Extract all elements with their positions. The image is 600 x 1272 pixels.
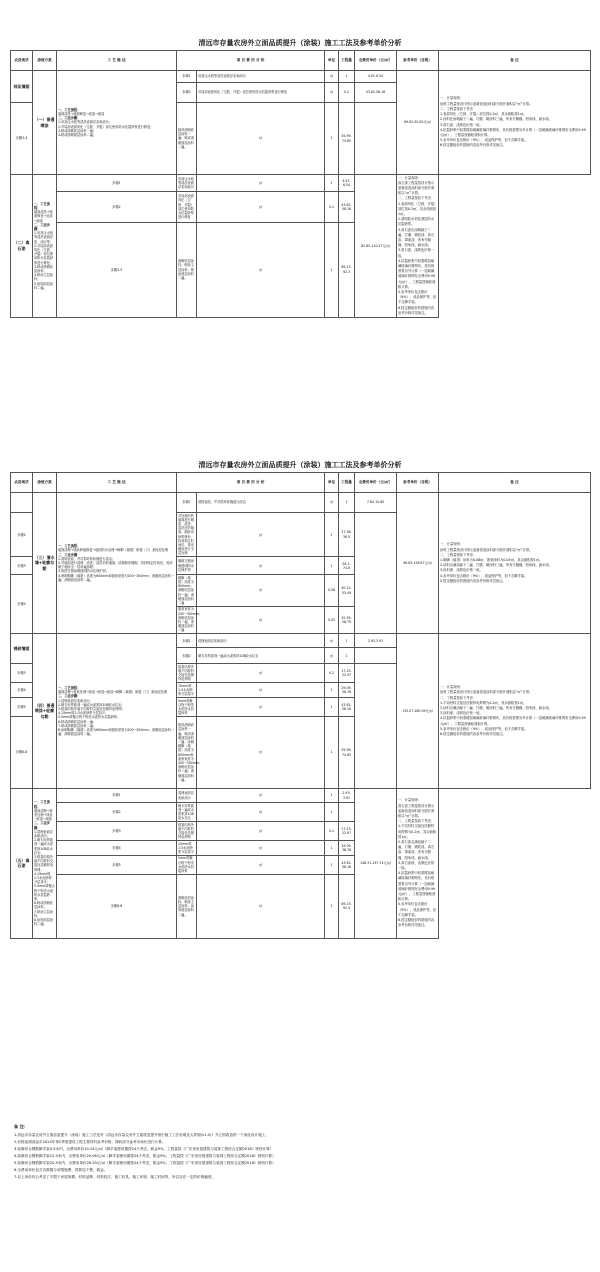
process-line: 4.滚刷勒脚（墙裙）高度为600mm和窗套宽度为200~300mm；滚刷底层涂料一遍；滚刷面层涂料二遍。 [58, 573, 175, 582]
remark-line: 涂料工程量按设计图示更新改造涂料部分展开面积以“㎡”计算。 [440, 101, 533, 106]
process-line: 1.用高压水枪等清洗表面浮灰和油污； [58, 120, 113, 125]
remark-line: 6.按定额组价的措施内容参考价格详见备注。 [440, 731, 506, 736]
unit-cell: ㎡ [325, 83, 339, 103]
unit-price-cell: 42.59-56.79 [339, 606, 355, 633]
scheme-cell: （四）普通喷涂+轮廓勾勒 [33, 634, 57, 789]
remark-line: 一、计量规则： [440, 685, 464, 690]
process-line: 7.喷涂主层涂料； [34, 909, 53, 918]
item-description: 喷或滚刷底层涂料一遍；喷或滚刷面层涂料二遍。 [177, 103, 197, 175]
step-cell: 步骤5 [57, 855, 177, 874]
unit-price-cell: 40.12-53.49 [339, 575, 355, 607]
remark-line: 一、计量规则： [440, 96, 464, 101]
table-row [11, 841, 591, 856]
notes-list [14, 1132, 586, 1181]
reference-price-cell: 69.62-92.82元/㎡ [397, 71, 439, 175]
unit-price-cell: 43.62-58.16 [355, 83, 397, 103]
item-description: 滚刷底层涂料；喷涂主层涂料；涂饰面层涂料二遍。 [177, 874, 197, 938]
process-line: 二、工法步骤： [34, 222, 50, 231]
quantity-cell: 1 [325, 222, 339, 317]
process-line: 7.喷或滚刷面层涂料二遍； [58, 723, 97, 728]
remark-line: 2.真石漆含满刮腻子二遍、打磨、刷底漆、真石漆、罩面漆，所有分隔缝、阳角线、滴水线。 [398, 840, 435, 860]
unit-cell: ㎡ [325, 493, 339, 513]
process-line: 墙面清洗→墙面修复→底漆→面漆 [34, 210, 53, 223]
table-1-title: 清远市存量农房外立面品质提升（涂装）施工工法及参考单价分析 [198, 39, 402, 47]
table-row [11, 191, 591, 222]
remark-line: 3.真石漆、浅颜色价格一致。 [440, 122, 483, 127]
table-header-cell: 参考单价（含税） [397, 473, 439, 493]
table-row [11, 874, 591, 938]
step-cell: 步骤2 [57, 191, 177, 222]
item-description: 用高压水枪等清洗表面浮灰和油污 [177, 175, 197, 192]
quantity-cell: 1 [339, 634, 355, 648]
unit-price-cell: 17.23-22.97 [339, 822, 355, 841]
process-line: 3.喷或滚刷底层涂料一遍； [58, 128, 97, 133]
quantity-cell: 0.05 [325, 606, 339, 633]
step-cell: 步骤3 [57, 822, 177, 841]
process-line: 3.框架结构外墙不同材料交接处挂镀锌电焊网； [58, 706, 125, 711]
quantity-cell: 1 [325, 175, 339, 192]
unit-price-cell: 56.1-74.8 [339, 557, 355, 575]
process-line: 墙面清理→基底处理→抹灰→底漆→面漆→勒脚（墙裙）和窗（门）套涂层处理 [58, 690, 167, 695]
process-line: 3.拣擦交错涂刷透明防水抗保护剂； [58, 569, 109, 574]
remark-line: 二、工程量按如下考虑： [440, 106, 477, 111]
unit-cell: ㎡ [325, 71, 339, 83]
unit-cell: ㎡ [197, 103, 325, 175]
step-cell: 步骤1 [177, 634, 197, 648]
remark-line: 4.参考单价包含税价（9%），成品保护等，但不含脚手架。 [440, 573, 528, 578]
process-line: 2.对局部表面风化（空鼓、开裂）部位使用防水抗裂砂浆进行修复； [58, 124, 154, 129]
process-line: 1.清理表面浮灰和油污； [58, 698, 93, 703]
unit-price-cell: 29.09-38.78 [339, 683, 355, 698]
remark-line: 一、计量规则： [440, 542, 464, 547]
quantity-cell: 0.2 [325, 191, 339, 222]
unit-price-cell: 7.84-10.65 [355, 493, 397, 513]
item-description: 清理表面浮灰和油污 [197, 634, 325, 648]
remark-line: 5.参考单价包含税价（9%），成品保护等，但不含脚手架。 [440, 138, 528, 143]
remark-line: 1.勒脚（墙裙）涂料为0.08㎡，窗套涂料为0.05㎡，其余面积按1㎡。 [440, 557, 543, 562]
item-description: 滚刷底层涂料；喷涂主层涂料；喷涂面层涂料二遍。 [177, 222, 197, 317]
unit-cell: ㎡ [197, 874, 325, 938]
remark-line: 3.真石漆、浅颜色价格一致。 [398, 248, 435, 258]
note-item: 4.装修综合钢筋脚手架12.5米内，全费用单价29.06元/㎡（脚手架使用期按24天考虑，税金9%，工程量按《广东省房屋建筑与装饰工程综合定额2018》规则计算） [14, 1154, 276, 1158]
quantity-cell: 1 [325, 803, 339, 822]
remark-line: 3.真石漆深、浅颜色价格一致。 [398, 860, 435, 871]
process-line: 5.涂饰面层涂料二遍。 [34, 281, 53, 290]
process-line: 1.用高压水枪等清洗表面浮灰、油污等； [34, 231, 54, 244]
table-row [11, 822, 591, 841]
unit-price-cell: 55.99-74.65 [339, 103, 355, 175]
unit-cell: ㎡ [197, 191, 325, 222]
remark-line: 6.按定额组价的措施内容参考价格详见备注。 [398, 918, 435, 928]
table-1 [10, 50, 590, 318]
unit-cell: ㎡ [197, 222, 325, 317]
quantity-cell: 0.08 [325, 575, 339, 607]
table-header-cell: 农房现状 [11, 473, 33, 493]
step-cell: 步骤4 [57, 841, 177, 856]
remark-line: 1.表面风化（空鼓、开裂）部位按0.2㎡，其余面积按1㎡。 [440, 112, 527, 117]
quantity-cell: 1 [339, 71, 355, 83]
remark-line: 4.抗裂砂浆中如需增加耐碱玻璃纤维网布，其价格需要另外计算（一层耐碱玻璃纤维网布全费用9.99元/㎡），工程量按铺贴面积计算。 [440, 127, 586, 137]
process-line: 5.5mm厚聚合物干粉类水泥防水抗裂砂浆； [34, 884, 55, 902]
process-line: 墙面清洗→墙面修复→底漆→面漆 [58, 111, 105, 116]
step-cell: 步骤4 [11, 683, 33, 698]
unit-cell: ㎡ [197, 575, 325, 607]
note-item: 5.装修综合钢筋脚手架20.5米内，全费用单价26.29元/㎡（脚手架使用期按24天考虑，税金9%，工程量按《广东省房屋建筑与装饰工程综合定额2018》规则计算） [14, 1161, 276, 1165]
process-line: 墙面清理→墙砖种植修复→墙面防水处理→勒脚（墙裙）和窗（门）套涂层处理 [58, 548, 169, 553]
step-cell: 步骤1 [177, 493, 197, 513]
note-item: 6.全费用单价包含各数据分部措施费，预算包干费，税金。 [14, 1168, 108, 1172]
step-cell: 步骤3-5 [57, 222, 177, 317]
category-cell: 抹灰墙面 [11, 71, 33, 103]
unit-cell: ㎡ [325, 634, 339, 648]
remark-line: 涂料工程量按设计图示更新改造涂料部分展开面积以“㎡”计算。 [440, 690, 533, 695]
quantity-cell: 1 [325, 874, 339, 938]
process-line: 5.5mm厚聚合物干粉类水泥防水抗裂砂浆； [58, 715, 121, 720]
process-line: 2.刷专用界面剂一遍或水泥浆掺108胶水拉毛； [58, 702, 125, 707]
remark-line: 5.参考单价包含税价（9%），成品保护等，但不含脚手架。 [398, 902, 437, 917]
item-description: 用高压水枪等清洗表面浮灰和油污 [197, 71, 325, 83]
unit-cell: ㎡ [197, 717, 325, 789]
quantity-cell: 1 [325, 103, 339, 175]
quantity-cell: 0.2 [339, 83, 355, 103]
item-description: 5mm厚聚合物干粉类水泥防水抗裂砂浆 [177, 698, 197, 717]
unit-price-cell: 55.99-74.65 [339, 717, 355, 789]
unit-price-cell: 27.38-36.5 [339, 513, 355, 557]
remark-line: 1.表面风化（空鼓、开裂）部位按0.2㎡，其余面积按1㎡。 [398, 201, 437, 217]
note-item: 2.价格参照清远市2024年第2季度建设工程主要材料参考价格，裸砖部分参考市场价进行计算。 [14, 1140, 166, 1144]
step-cell: 步骤2 [57, 803, 177, 822]
process-line: 二、工法步骤： [58, 552, 81, 557]
process-line: 一、工艺流程： [58, 544, 81, 549]
note-item: 3.装修综合钢筋脚手架4.5米内，全费用单价10.24元/㎡（脚手架使用期按24天考虑，税金9%，工程量按《广东省房屋建筑与装饰工程综合定额2018》规则计算） [14, 1147, 274, 1151]
table-header-cell: 涂装方案 [33, 473, 57, 493]
unit-cell: ㎡ [197, 175, 325, 192]
remark-line: 1.不同材料交接处挂镀锌电焊网为0.2㎡，其余面积按1㎡。 [398, 824, 437, 839]
unit-cell: ㎡ [197, 803, 325, 822]
unit-price-cell: 4.91-6.54 [355, 71, 397, 83]
process-line: 一、工艺流程： [58, 107, 81, 112]
process-line: 4.15mm厚1:3水泥砂浆分层找平； [58, 711, 109, 716]
quantity-cell: 0.2 [325, 664, 339, 683]
pricing-table [10, 472, 591, 939]
note-item: 1.清远市存量农房外立面品质提升（涂装）施工工法是对《清远市存量农房外立面改造提升指引施工工法说明及大样图(v1.0)》外立面改造的一个深化设计施工。 [14, 1133, 269, 1137]
item-description: 勒脚（墙裙）高度为600mm；滚刷底层涂料一遍；滚刷面层涂料二遍 [177, 575, 197, 607]
table-header-cell: 全费用单价（元/㎡） [355, 51, 397, 71]
step-cell: 步骤1 [57, 175, 177, 192]
process-line: 4.15mm厚1:3水泥砂浆分层找平； [34, 871, 52, 885]
quantity-cell: 1 [339, 493, 355, 513]
step-cell: 步骤4 [11, 575, 33, 634]
remark-line: 真石漆工程量按设计图示更新改造涂料部分展开面积以“㎡”计算。 [398, 803, 435, 818]
quantity-cell: 1 [325, 698, 339, 717]
item-description: 5mm厚聚合物干粉类水泥防水抗裂砂浆 [177, 855, 197, 874]
process-line: 8.涂饰面层涂料二遍。 [34, 918, 53, 927]
remark-line: 2.涂料在涂刷腻子二遍、打磨、刷涂料三遍，所有分隔缝、阳角线、滴水线。 [440, 117, 552, 122]
item-description: 对局部表面风化（空鼓、开裂）部位使用防水抗裂砂浆进行修复 [177, 191, 197, 222]
table-header-cell: 工 艺 做 法 [57, 473, 177, 493]
unit-price-cell: 2.93-3.91 [339, 789, 355, 803]
quantity-cell: 1 [325, 789, 339, 803]
remark-line: 6.按定额组价的措施内容参考价格详见备注。 [398, 305, 435, 315]
remark-line: 5.按定额组价的措施内容参考价格详见备注。 [440, 578, 506, 583]
process-line: 1.清理表面浮灰和油污； [34, 829, 53, 838]
unit-cell: ㎡ [197, 855, 325, 874]
remark-line: 一、计量规则： [398, 175, 422, 180]
table-2 [10, 472, 590, 939]
remark-line: 2.涂料含满刮腻子二遍、打磨、刷涂料三遍，所有分隔缝、阳角线、滴水线。 [440, 563, 552, 568]
table-header-cell: 项 目 费 用 分 析 [177, 51, 325, 71]
process-line: 一、工艺流程： [58, 685, 81, 690]
remark-line: 1.不同材料交接处挂镀锌电焊网为0.2㎡，其余面积按1㎡。 [440, 700, 527, 705]
item-description: 15mm厚1:3水泥砂浆分层找平 [177, 841, 197, 856]
scheme-cell: （一）普通喷涂 [33, 71, 57, 175]
step-cell: 步骤2 [11, 513, 33, 557]
process-line: 2.刷专用界面剂一遍或水泥浆掺108胶水拉毛； [34, 838, 54, 855]
remarks-cell [439, 493, 591, 634]
pricing-table [10, 50, 591, 318]
step-cell: 步骤3-4 [11, 103, 33, 175]
table-header-cell: 工 艺 做 法 [57, 51, 177, 71]
process-line: 2.对墙面进行清理、清洗，清洗后的墙面，砖缝修补缝隙，待到规定时间后，再用刷子刷涂全一层单遍拆除； [58, 561, 173, 570]
item-description: 清理表面浮灰和油污 [177, 789, 197, 803]
table-header-cell: 单位 [325, 473, 339, 493]
quantity-cell: 1 [325, 683, 339, 698]
process-line: 1.清除表面，并对损坏的砖缝进行清洁； [58, 556, 116, 561]
item-description: 窗套宽度为200~300mm；滚刷底层涂料一遍；滚刷面层涂料二遍 [178, 607, 203, 633]
process-line: 二、工法步骤： [58, 694, 81, 699]
item-description: 喷或滚刷底层涂料一遍；喷或滚刷面层涂料二遍；涂刷勒脚（墙裙）高度为600mm和窗套宽度为200~300mm；滚刷底层涂料一遍；滚刷面层涂料二遍。 [177, 717, 197, 789]
unit-price-cell: 69.23-92.3 [339, 222, 355, 317]
note-item: 7.以上单价综合考虑了不限于房屋规模、材料品牌、材料档次、施工机具、施工环境、施工时间等，所以存在一定的价格幅度。 [14, 1175, 216, 1179]
remark-line: 4.抗裂砂浆中如需增加耐碱玻璃纤维网布，其价格需要另外计算（一层耐碱玻璃纤维网布全费用9.99元/㎡），工程量按铺贴面积计算。 [398, 258, 436, 289]
remarks-cell [397, 175, 439, 318]
table-header-cell: 备 注 [439, 51, 591, 71]
scheme-cell: （五）真石漆 [11, 789, 33, 939]
table-1-section [10, 36, 590, 318]
remark-line: 涂料工程量按设计图示更新改造涂料部分展开面积以“㎡”计算。 [440, 547, 533, 552]
unit-cell: ㎡ [197, 557, 325, 575]
unit-cell: ㎡ [197, 683, 325, 698]
unit-cell: ㎡ [197, 789, 325, 803]
notes-section [14, 1124, 586, 1181]
step-cell: 步骤6-8 [11, 717, 33, 789]
table-header-cell: 工程量 [339, 473, 355, 493]
item-description: 刷专用界面剂一遍或水泥浆掺108胶水拉毛 [197, 648, 325, 664]
unit-cell: ㎡ [197, 822, 325, 841]
item-description: 刷刷交错涂刷透明防水抗保护剂 [177, 557, 197, 575]
process-line: 二、工法步骤： [58, 116, 81, 121]
step-cell: 步骤2 [177, 648, 197, 664]
unit-cell: ㎡ [197, 698, 325, 717]
item-description: 框架结构外墙不同材料交接处挂镀锌电焊网 [177, 822, 197, 841]
scheme-cell: （二）真石漆 [11, 175, 33, 318]
remark-line: 3.真石漆在涂刷腻子二遍、打磨、刷底漆、真石漆、罩面漆，所有分隔缝、阳角线、滴水线。 [398, 227, 435, 248]
process-cell [33, 789, 57, 939]
process-line: 6.喷或滚刷底层涂料一遍； [58, 719, 97, 724]
table-header-cell: 项 目 费 用 分 析 [177, 473, 325, 493]
remark-line: 3.涂料深、浅颜色价格一致。 [440, 568, 483, 573]
remark-line: 二、工程量按如下考虑： [440, 552, 477, 557]
process-line: 4.喷或滚刷面层涂料二遍。 [58, 133, 97, 137]
table-2-section [10, 458, 590, 939]
remark-line: 5.参考单价包含税价（9%），成品保护等，但不含脚手架。 [440, 726, 528, 731]
remark-line: 5.参考单价包含税价（9%），成品保护等，但不含脚手架。 [398, 290, 437, 305]
step-cell: 步骤3 [11, 557, 33, 575]
remark-line: 3.涂料深、浅颜色价格一致。 [440, 711, 483, 716]
step-cell: 步骤2 [177, 83, 197, 103]
remark-line: 二、工程量按如下考虑： [398, 819, 435, 824]
remark-line: 二、工程量按如下考虑： [398, 196, 435, 201]
step-cell: 步骤3 [11, 664, 33, 683]
process-line: 2.对局部表面风化（空鼓、开裂）部位使用防水抗裂砂浆进行修复； [34, 243, 54, 265]
reference-price-cell: 135.07-180.09元/㎡ [397, 634, 439, 789]
unit-price-cell: 17.23-22.97 [339, 664, 355, 683]
table-header-cell: 农房现状 [11, 51, 33, 71]
table-header-cell: 全费用单价（元/㎡） [355, 473, 397, 493]
remarks-cell [439, 634, 591, 789]
remarks-cell [439, 71, 591, 175]
item-description: 15mm厚1:3水泥砂浆分层找平 [177, 683, 197, 698]
process-line: 4.喷涂主层涂料； [34, 273, 53, 282]
category-cell [11, 493, 33, 513]
table-header-cell: 工程量 [339, 51, 355, 71]
table-row [11, 493, 591, 513]
unit-cell: ㎡ [325, 648, 339, 664]
process-cell [33, 175, 57, 318]
item-description: 对局部表面风化（空鼓、开裂）部位使用防水抗裂砂浆进行修复 [197, 83, 325, 103]
item-description: 框架结构外墙不同材料交接处挂镀锌电焊网 [177, 664, 197, 683]
notes-title: 备 注： [14, 1124, 29, 1129]
table-row [11, 855, 591, 874]
table-row [11, 634, 591, 648]
unit-cell: ㎡ [197, 513, 325, 557]
item-description: 刷专用界面剂一遍或水泥浆掺108胶水拉毛 [177, 803, 197, 822]
process-cell [57, 493, 177, 634]
process-line: 一、工艺流程： [34, 201, 50, 210]
remark-line: 4.抗裂砂浆中如需增加耐碱玻璃纤维网布，其价格需要另外计算（一层耐碱玻璃纤维网布全费用9.99元/㎡），工程量按铺贴面积计算。 [440, 716, 586, 726]
remark-line: 二、工程量按如下考虑： [440, 695, 477, 700]
process-line: 一、工艺流程： [34, 800, 50, 809]
process-line: 3.框架结构外墙不同材料交接处挂镀锌电焊网； [34, 855, 54, 872]
unit-price-cell: 2.93-3.91 [355, 634, 397, 648]
quantity-cell: 1 [325, 841, 339, 856]
unit-cell: ㎡ [197, 606, 325, 633]
table-row [11, 789, 591, 803]
unit-price-cell [355, 648, 397, 664]
item-description: 清除表面，并对损坏砖缝进行清洁 [197, 493, 325, 513]
table-row [11, 222, 591, 317]
unit-price-cell: 29.09-38.78 [339, 841, 355, 856]
table-header-cell: 备 注 [439, 473, 591, 493]
reference-price-cell: 96.63-128.87元/㎡ [397, 493, 439, 634]
process-line: 3.喷或滚刷底层涂料； [34, 264, 53, 273]
step-cell: 步骤1 [177, 71, 197, 83]
remark-line: 2.透明防水剂及基层防水抗裂砂浆。 [398, 217, 435, 227]
remark-line: 6.按定额组价的措施内容参考价格详见备注。 [440, 143, 506, 148]
table-2-title: 清远市存量农房外立面品质提升（涂装）施工工法及参考单价分析 [198, 461, 402, 469]
table-row [11, 175, 591, 192]
table-row [11, 803, 591, 822]
quantity-cell: 1 [325, 855, 339, 874]
quantity-cell: 1 [339, 648, 355, 664]
category-cell: 裸砖墙面 [11, 634, 33, 664]
table-row [11, 71, 591, 83]
unit-price-cell: 43.62-58.16 [339, 855, 355, 874]
reference-price-cell: 148.31-197.74元/㎡ [355, 789, 397, 939]
remarks-cell [397, 789, 439, 939]
process-line: 6.喷或滚刷底层涂料； [34, 901, 53, 910]
unit-price-cell: 4.91-6.54 [339, 175, 355, 192]
unit-price-cell: 69.23-92.3 [339, 874, 355, 938]
step-cell: 步骤5 [11, 698, 33, 717]
unit-price-cell [339, 803, 355, 822]
remark-line: 4.抗裂砂浆中如需增加耐碱玻璃纤维网布，其价格需要另外计算（一层耐碱玻璃纤维网布全费用9.99元/㎡），工程量按铺贴面积计算。 [398, 871, 436, 902]
remark-line: 一、计量规则： [398, 798, 422, 803]
unit-cell: ㎡ [197, 841, 325, 856]
quantity-cell: 1 [325, 557, 339, 575]
quantity-cell: 0.2 [325, 822, 339, 841]
process-line: 8.涂刷勒脚（墙裙）高度为600mm和窗套宽度为200~300mm；滚刷底层涂料一遍；滚刷面层涂料二遍。 [58, 727, 175, 737]
process-line: 墙面清理→基底处理→抹灰→底漆→面漆 [34, 808, 53, 822]
reference-price-cell: 82.85-110.47元/㎡ [355, 175, 397, 318]
table-header-cell: 涂装方案 [33, 51, 57, 71]
step-cell: 步骤6-8 [57, 874, 177, 938]
table-header-cell: 参考单价（含税） [397, 51, 439, 71]
unit-price-cell: 43.62-58.16 [339, 191, 355, 222]
process-cell [57, 634, 177, 789]
remark-line: 2.涂料含满刮腻子二遍、打磨、刷涂料三遍，所有分隔缝、阳角线、滴水线。 [440, 705, 552, 710]
unit-price-cell: 43.62-58.16 [339, 698, 355, 717]
table-header-cell: 单位 [325, 51, 339, 71]
quantity-cell: 1 [325, 513, 339, 557]
process-cell [57, 71, 177, 175]
step-cell: 步骤1 [57, 789, 177, 803]
scheme-cell: （三）清水墙+轮廓勾勒 [33, 493, 57, 634]
remark-line: 真石漆工程量按设计图示更新改造涂料部分展开面积以“㎡”计算。 [398, 180, 435, 196]
quantity-cell: 1 [325, 717, 339, 789]
process-line: 二、工法步骤： [34, 821, 50, 830]
item-description: 对处理后的墙面进行刷漆、清洗；清洗后的墙面，刷砖用砂浆修补，待到规定时间后，再用刷涂进行全层处理 [177, 513, 197, 557]
unit-cell: ㎡ [197, 664, 325, 683]
